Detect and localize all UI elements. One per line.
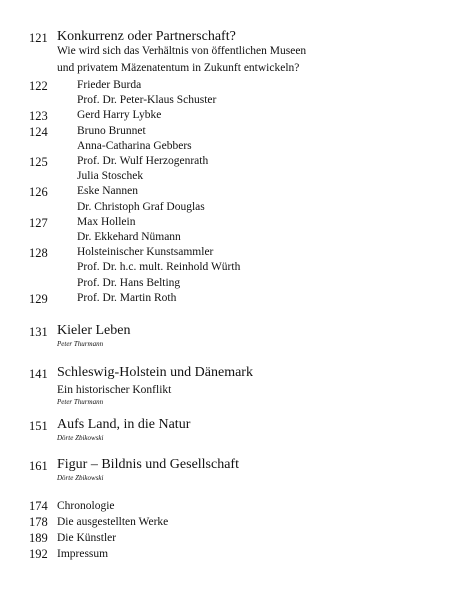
- section-subtitle: Ein historischer Konflikt: [57, 384, 172, 396]
- page-number: 128: [29, 246, 48, 261]
- section-author: Dörte Zbikowski: [57, 434, 104, 442]
- panelist-name: Max Hollein: [77, 215, 136, 228]
- section-title: Konkurrenz oder Partnerschaft?: [57, 29, 236, 44]
- panelist-name: Prof. Dr. Wulf Herzogenrath: [77, 155, 209, 167]
- page-number: 174: [29, 499, 48, 513]
- page-number: 141: [29, 367, 48, 381]
- page-number: 178: [29, 515, 48, 529]
- panelist-name: Dr. Christoph Graf Douglas: [77, 200, 205, 213]
- page-number: 129: [29, 291, 48, 306]
- section-author: Peter Thurmann: [57, 398, 104, 406]
- section-title: Figur – Bildnis und Gesellschaft: [57, 457, 239, 472]
- page-number: 161: [29, 459, 48, 473]
- page-number: 125: [29, 155, 48, 169]
- page-number: 121: [29, 31, 48, 45]
- panelist-name: Frieder Burda: [77, 79, 142, 91]
- panelist-name: Anna-Catharina Gebbers: [77, 139, 192, 152]
- page-number: 192: [29, 547, 48, 561]
- section-title: Aufs Land, in die Natur: [57, 417, 191, 432]
- panelist-name: Eske Nannen: [77, 185, 138, 198]
- section-author: Peter Thurmann: [57, 340, 104, 348]
- panelist-name: Prof. Dr. h.c. mult. Reinhold Würth: [77, 261, 241, 274]
- page-number: 126: [29, 185, 48, 200]
- page-number: 189: [29, 531, 48, 545]
- page-number: 127: [29, 215, 48, 230]
- panelist-name: Julia Stoschek: [77, 170, 144, 183]
- panelist-name: Bruno Brunnet: [77, 124, 146, 137]
- page-number: 131: [29, 325, 48, 339]
- panelist-name: Prof. Dr. Hans Belting: [77, 276, 181, 289]
- section-label: Chronologie: [57, 500, 115, 512]
- section-subtitle-line: Wie wird sich das Verhältnis von öffentlichen Museen: [57, 45, 307, 57]
- panelist-name: Dr. Ekkehard Nümann: [77, 231, 181, 243]
- section-label: Die ausgestellten Werke: [57, 516, 169, 528]
- page-number: 151: [29, 419, 48, 433]
- section-label: Die Künstler: [57, 532, 117, 544]
- page-number: 122: [29, 79, 48, 93]
- page-number: 123: [29, 109, 48, 124]
- panelist-name: Prof. Dr. Peter-Klaus Schuster: [77, 94, 217, 107]
- section-label: Impressum: [57, 548, 109, 560]
- section-title: Kieler Leben: [57, 323, 131, 338]
- panelist-name: Holsteinischer Kunstsammler: [77, 246, 214, 259]
- panelist-name: Prof. Dr. Martin Roth: [77, 291, 177, 304]
- section-title: Schleswig-Holstein und Dänemark: [57, 365, 253, 380]
- section-subtitle-line: und privatem Mäzenatentum in Zukunft entwickeln?: [57, 62, 300, 74]
- section-author: Dörte Zbikowski: [57, 474, 104, 482]
- page-number: 124: [29, 124, 48, 139]
- panelist-name: Gerd Harry Lybke: [77, 109, 162, 122]
